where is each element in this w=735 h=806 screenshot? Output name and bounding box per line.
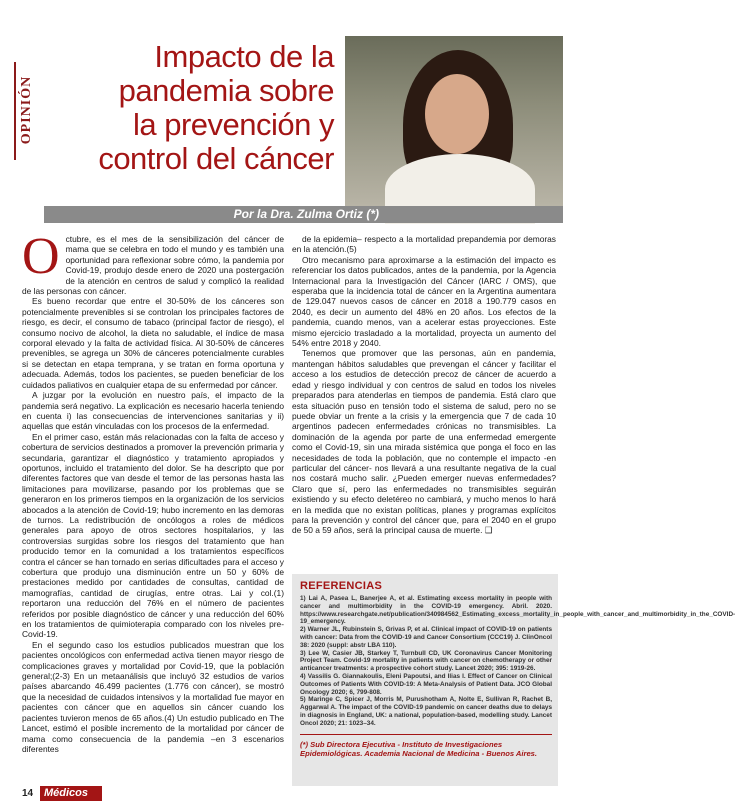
paragraph: En el primer caso, están más relacionadas con la falta de acceso y cobertura de servicios destinados a promover la prevención primaria y secundaria, garantizar el diagnóstico y tratamiento apropiados y oportunos, incluido el tratamiento del dolor. Se ha descripto que por diferentes factores que van desde el temor de las personas hasta las limitaciones para movilizarse, pasando por los problemas que se generaron en los primeros tiempos en la organización de los servicios abocados a la atención de Covid-19; hubo incremento en las demoras de turnos. La redistribución de oncólogos a roles de médicos generales para apoyo de otros sectores hospitalarios, y las controversias surgidas sobre los riesgos del tratamiento que han producido temor en la comunidad a los tratamientos específicos contra el cáncer se han tornado en serias dificultades para el acceso y cobertura que produjo una disminución entre un 50 y 60% de prestaciones medido por cantidades de consultas, cantidad de mamografías, cantidad de cirugías, entre otras. Lai y col.(1) reportaron una reducción del 76% en el número de pacientes referidos por posible diagnóstico de cáncer y una reducción del 60% en los tratamientos de quimioterapia comparado con los niveles pre-Covid-19. <box>22 431 284 640</box>
title-line: pandemia sobre <box>118 73 334 108</box>
paragraph-text: ctubre, es el mes de la sensibilización del cáncer de mama que se celebra en todo el mundo y es también una oportunidad para reflexionar sobre cómo, la pandemia por Covid-19, produjo desde enero de 2020 una postergación de la atención en centros de salud y complicó la realidad de las personas con cáncer. <box>22 234 284 297</box>
page-number: 14 <box>22 788 34 799</box>
right-column <box>292 234 556 536</box>
author-photo <box>345 36 563 206</box>
paragraph <box>22 228 284 297</box>
dropcap: O <box>22 228 60 285</box>
author-note: (*) Sub Directora Ejecutiva - Instituto de Investigaciones Epidemiológicas. Academia Nacional de Medicina - Buenos Aires. <box>300 734 552 758</box>
paragraph: Otro mecanismo para aproximarse a la estimación del impacto es referenciar los datos publicados, antes de la pandemia, por la Agencia Internacional para la Investigación del Cáncer (IARC / OMS), que esperaba que la incidencia total de cáncer en la Argentina aumentara de 129.047 nuevos casos de cáncer en 2018 a 190.779 casos en 2040, es decir un aumento del 48% en 20 años. Los efectos de la pandemia, cuando menos, van a acelerar estas proyecciones. Este mismo ejercicio trasladado a la mortalidad, proyecta un aumento del 54% entre 2018 y 2040. <box>292 254 556 349</box>
byline-bar <box>44 206 563 223</box>
references-heading: REFERENCIAS <box>300 580 383 592</box>
paragraph: de la epidemia– respecto a la mortalidad prepandemia por demoras en la atención.(5) <box>292 234 556 255</box>
article-title <box>44 40 334 176</box>
left-column <box>22 228 284 754</box>
magazine-logo: Médicos <box>40 786 102 801</box>
reference-item: 3) Lee W, Casier JB, Starkey T, Turnbull CD, UK Coronavirus Cancer Monitoring Project Team. Covid-19 mortality in patients with cancer on chemotherapy or other anticancer treatments: a prospective cohort study. Lancet 2020; 395: 1919-26. <box>300 649 552 673</box>
references-box <box>292 574 735 786</box>
paragraph: A juzgar por la evolución en nuestro país, el impacto de la pandemia será negativo. La explicación es necesario hacerla teniendo en cuenta i) las consecuencias de intervenciones sanitarias y ii) aquellas que están vinculadas con los procesos de la enfermedad. <box>22 390 284 432</box>
title-line: la prevención y <box>132 107 334 142</box>
section-label: OPINIÓN <box>19 75 34 145</box>
reference-item: 1) Lai A, Pasea L, Banerjee A, et al. Estimating excess mortality in people with cancer and multimorbidity in the COVID-19 emergency. Abril. 2020. https://www.researchgate.net/publication/340984562_Estimating_excess_mortality_in_people_with_cancer_and_multimorbidity_in_the_COVID-19_emergency. <box>300 595 735 626</box>
reference-item: 4) Vassilis G. Giannakoulis, Eleni Papoutsi, and Ilias I. Effect of Cancer on Clinical Outcomes of Patients With COVID-19: A Meta-Analysis of Patient Data. JCO Global Oncology 2020; 6, 799-808. <box>300 672 552 696</box>
section-tab <box>14 62 38 160</box>
paragraph: En el segundo caso los estudios publicados muestran que los pacientes oncológicos con enfermedad activa tienen mayor riesgo de complicaciones graves y mortalidad por Covid-19, que la población general;(2-3) En un metaanálisis que incluyó 32 estudios de varios países abarcando 46.499 pacientes (1.776 con cáncer), se mostró que la necesidad de cuidados intensivos y la mortalidad fue mayor en pacientes con cáncer que en aquellos sin cáncer cuando los pacientes tuvieron menos de 65 años.(4) Un estudio publicado en The Lancet, estimó el posible incremento de la mortalidad por cáncer de mama como consecuencia de la pandemia –en 3 escenarios diferentes <box>22 639 284 754</box>
title-line: control del cáncer <box>98 141 334 176</box>
reference-item: 2) Warner JL, Rubinstein S, Grivas P, et al. Clinical impact of COVID-19 on patients with cancer: Data from the COVID-19 and Cancer Consortium (CCC19) J. ClinOncol 38: 2020 (suppl: abstr LBA 110). <box>300 626 552 649</box>
title-line: Impacto de la <box>154 39 334 74</box>
paragraph: Es bueno recordar que entre el 30-50% de los cánceres son potencialmente prevenibles si se controlan los principales factores de riesgo, es decir, el consumo de tabaco (principal factor de riesgo), el consumo nocivo de alcohol, la dieta no saludable, el índice de masa corporal elevado y la falta de actividad física. Al 30-50% de cánceres prevenibles, se agrega un 30% de cánceres potencialmente curables si se detectan en etapa temprana, y se tratan en forma oportuna y adecuada. Además, todos los pacientes, se pueden beneficiar de los cuidados paliativos en cualquier etapa de su enfermedad por cáncer. <box>22 296 284 390</box>
paragraph: Tenemos que promover que las personas, aún en pandemia, mantengan hábitos saludables que prevengan el cáncer y facilitar el acceso a los estudios de detección precoz de cáncer de acuerdo a edad y riesgo individual y con centros de salud en todos los niveles preparados para atenderlas en tiempos de pandemia. Está claro que esta situación puso en tensión todo el sistema de salud, pero no se puede obviar un frente a la crisis y la emergencia que 7 de cada 10 argentinos padecen enfermedades crónicas no transmisibles. La dominación de la agenda por parte de una enfermedad emergente como el Covid-19, sin una mirada sistémica que ponga el foco en las necesidades de toda la población, que no contemple el impacto -en particular del cáncer- nos llevará a una resultante negativa de la cual nos costará mucho salir. ¿Pueden emerger nuevas enfermedades? Claro que sí, pero las enfermedades no transmisibles seguirán existiendo y su efecto deletéreo no cambiará, y mucho menos lo hará en la medida que no existan políticas, planes y programas explícitos para la prevención y control del cáncer que, para el 2040 en el grupo de 50 a 59 años, será la principal causa de muerte. ❑ <box>292 348 556 536</box>
reference-item: 5) Maringe C, Spicer J, Morris M, Purushotham A, Nolte E, Sullivan R, Rachet B, Aggarwal A. The impact of the COVID-19 pandemic on cancer deaths due to delays in diagnosis in England, UK: a national, population-based, modelling study. Lancet Oncol 2020; 21: 1023–34. <box>300 696 552 727</box>
photo-face-shape <box>425 74 489 154</box>
byline-text: Por la Dra. Zulma Ortiz (*) <box>233 207 379 221</box>
